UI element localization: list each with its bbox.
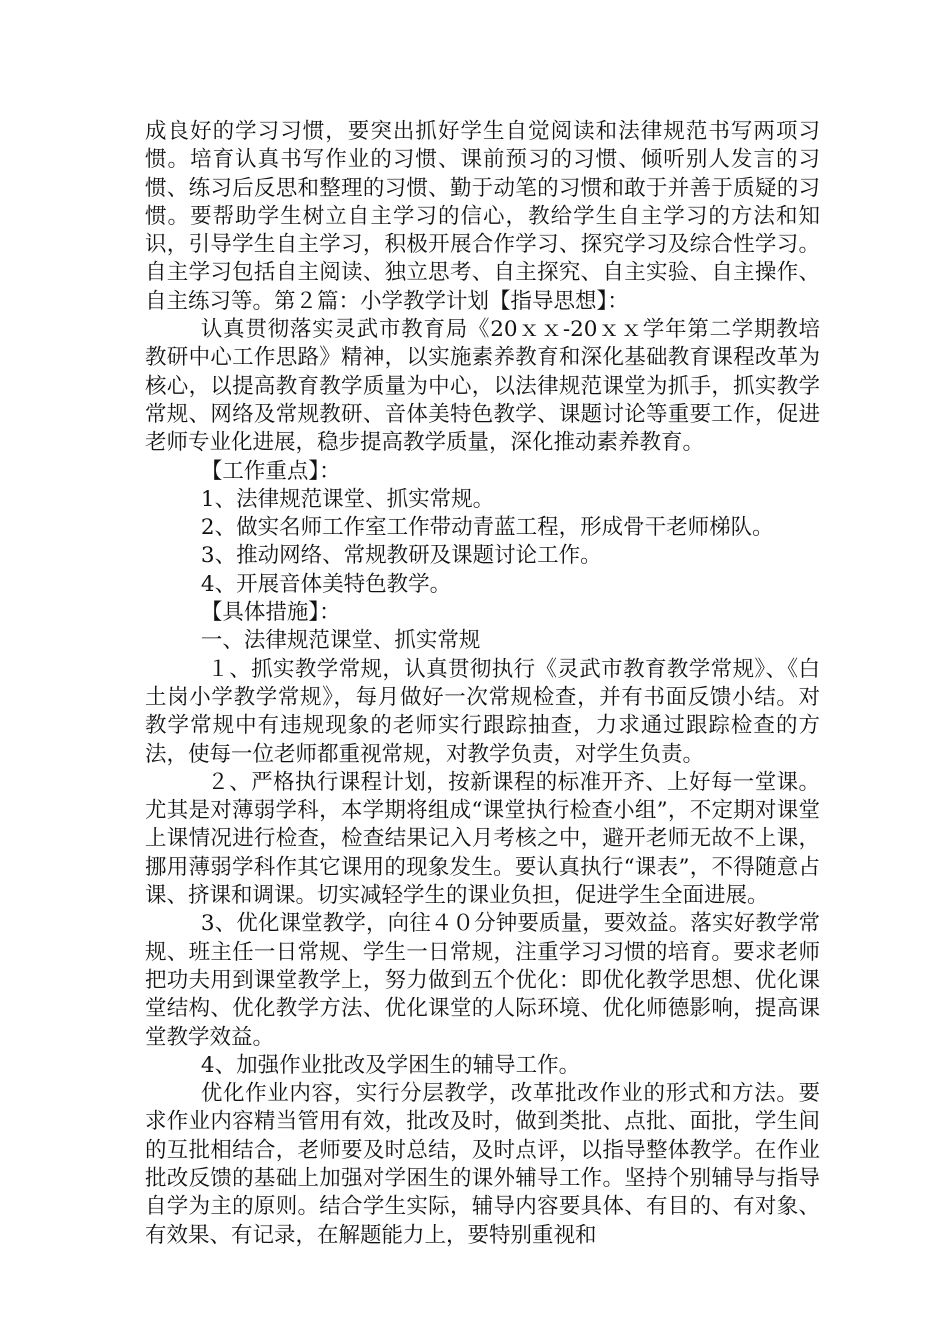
body-paragraph: 认真贯彻落实灵武市教育局《20ｘｘ-20ｘｘ学年第二学期教培教研中心工作思路》精神，以实施素养教育和深化基础教育课程改革为核心，以提高教育教学质量为中心，以法律规范课堂为抓手，抓实教学常规、网络及常规教研、音体美特色教学、课题讨论等重要工作，促进老师专业化进展，稳步提高教学质量，深化推动素养教育。 [145,317,820,456]
section-heading: 【具体措施】： [200,600,341,626]
subsection-heading: 一、法律规范课堂、抓实常规 [200,628,481,654]
list-item: 1、法律规范课堂、抓实常规。 [200,486,495,512]
body-paragraph: 4、加强作业批改及学困生的辅导工作。 [200,1052,581,1078]
list-item: 2、做实名师工作室工作带动青蓝工程，形成骨干老师梯队。 [200,515,774,541]
document-page [145,118,820,1250]
body-paragraph: １、抓实教学常规，认真贯彻执行《灵武市教育教学常规》、《白土岗小学教学常规》，每月做好一次常规检查，并有书面反馈小结。对教学常规中有违规现象的老师实行跟踪抽查，力求通过跟踪检查的方法，使每一位老师都重视常规，对教学负责，对学生负责。 [145,656,820,767]
list-item: 3、推动网络、常规教研及课题讨论工作。 [200,543,602,569]
body-paragraph: 3、优化课堂教学，向往４０分钟要质量，要效益。落实好教学常规、班主任一日常规、学生一日常规，注重学习习惯的培育。要求老师把功夫用到课堂教学上，努力做到五个优化：即优化教学思想、优化课堂结构、优化教学方法、优化课堂的人际环境、优化师德影响，提高课堂教学效益。 [145,911,820,1050]
section-heading: 【工作重点】： [200,458,341,484]
list-item: 4、开展音体美特色教学。 [200,571,452,597]
body-paragraph: 成良好的学习习惯，要突出抓好学生自觉阅读和法律规范书写两项习惯。培育认真书写作业的习惯、课前预习的习惯、倾听别人发言的习惯、练习后反思和整理的习惯、勤于动笔的习惯和敢于并善于质疑的习惯。要帮助学生树立自主学习的信心，教给学生自主学习的方法和知识，引导学生自主学习，积极开展合作学习、探究学习及综合性学习。自主学习包括自主阅读、独立思考、自主探究、自主实验、自主操作、自主练习等。第２篇：小学教学计划【指导思想】： [145,119,820,314]
body-paragraph: 优化作业内容，实行分层教学，改革批改作业的形式和方法。要求作业内容精当管用有效，批改及时，做到类批、点批、面批，学生间的互批相结合，老师要及时总结，及时点评，以指导整体教学。在作业批改反馈的基础上加强对学困生的课外辅导工作。坚持个别辅导与指导自学为主的原则。结合学生实际，辅导内容要具体、有目的、有对象、有效果、有记录，在解题能力上，要特别重视和 [145,1081,820,1248]
body-paragraph: ２、严格执行课程计划，按新课程的标准开齐、上好每一堂课。尤其是对薄弱学科，本学期将组成“课堂执行检查小组”，不定期对课堂上课情况进行检查，检查结果记入月考核之中，避开老师无故不上课，挪用薄弱学科作其它课用的现象发生。要认真执行“课表”，不得随意占课、挤课和调课。切实减轻学生的课业负担，促进学生全面进展。 [145,769,820,909]
